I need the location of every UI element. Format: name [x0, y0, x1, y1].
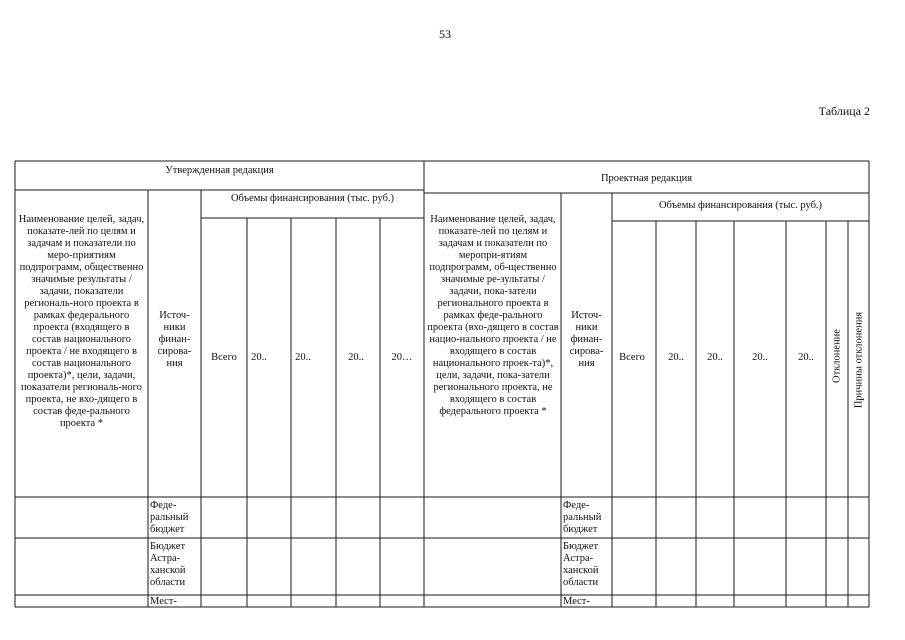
approved-row-local-budget: Мест- [150, 596, 177, 607]
project-reasons-header: Причины отклонения [853, 311, 865, 409]
approved-col-year-3: 20.. [348, 352, 364, 363]
table-label: Таблица 2 [818, 104, 870, 118]
project-col-year-3: 20.. [752, 352, 768, 363]
project-col-year-1: 20.. [668, 352, 684, 363]
project-col-total: Всего [619, 352, 645, 363]
approved-col-year-1: 20.. [251, 352, 267, 363]
approved-funding-header: Объемы финансирования (тыс. руб.) [230, 193, 395, 204]
approved-col-year-2: 20.. [295, 352, 311, 363]
project-row-local-budget: Мест- [563, 596, 590, 607]
approved-section-title: Утвержденная редакция [165, 165, 274, 176]
project-funding-header: Объемы финансирования (тыс. руб.) [658, 200, 823, 211]
project-source-header: Источ-ники финан-сирова-ния [569, 310, 604, 369]
project-section-title: Проектная редакция [600, 173, 693, 184]
project-row-regional-budget: Бюджет Астра-ханской области [563, 541, 599, 588]
project-col-year-4: 20.. [798, 352, 814, 363]
approved-name-header: Наименование целей, задач, показате-лей по целям и задачам и показатели по меро-приятиям подпрограмм, общественно значимые результаты / задачи, показатели региональ-ного проекта в рамках федерального проекта (входящего в состав национального проекта / не входящего в состав национального проекта)*, цели, задачи, показатели региональ-ного проекта, не вхо-дящего в состав феде-рального проекта * [18, 214, 145, 429]
project-row-federal-budget: Феде-ральный бюджет [563, 500, 602, 535]
approved-col-year-4: 20… [391, 352, 413, 363]
approved-col-total: Всего [211, 352, 237, 363]
page-number: 53 [439, 27, 451, 41]
project-deviation-header: Отклонение [831, 329, 843, 383]
approved-row-federal-budget: Феде-ральный бюджет [150, 500, 189, 535]
approved-row-regional-budget: Бюджет Астра-ханской области [150, 541, 186, 588]
approved-source-header: Источ-ники финан-сирова-ния [157, 310, 192, 369]
project-name-header: Наименование целей, задач, показате-лей по целям и задачам и показатели по меропри-ятиям подпрограмм, об-щественно значимые ре-зультаты / задачи, пока-затели регионального проекта в рамках феде-рального проекта (вхо-дящего в состав нацио-нального проекта / не входящего в состав национального проек-та)*, цели, задачи, пока-затели регионального проекта, не входящего в состав федерального проекта * [427, 214, 559, 417]
project-col-year-2: 20.. [707, 352, 723, 363]
